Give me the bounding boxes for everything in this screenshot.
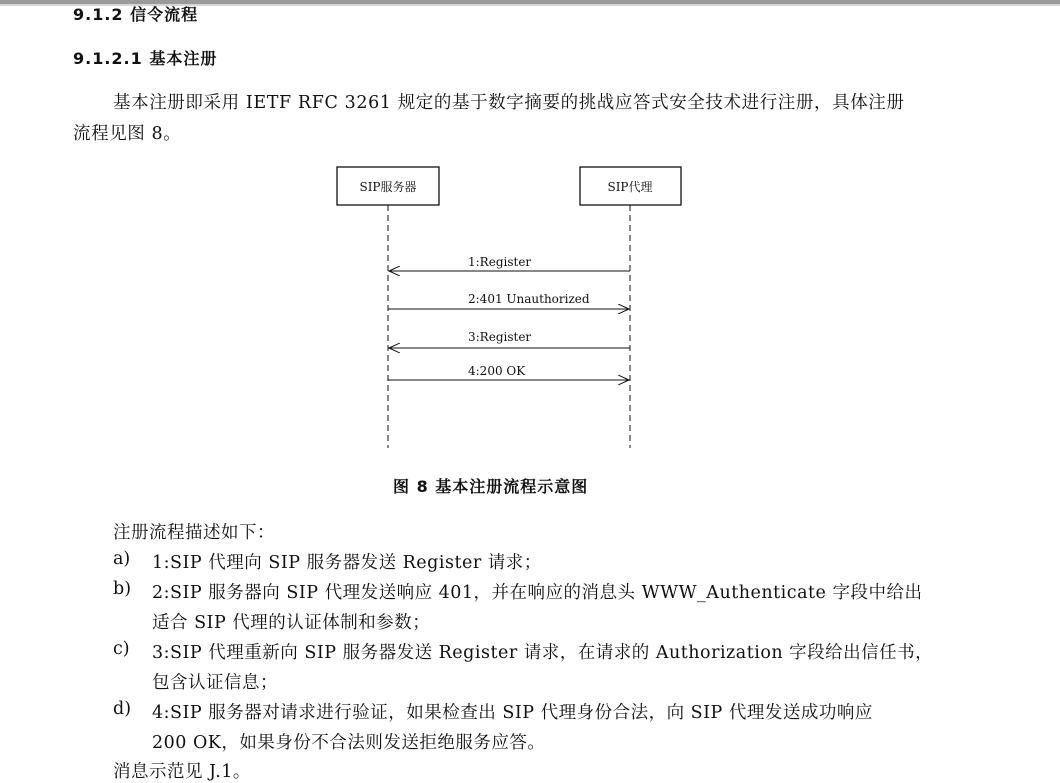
list-item-a-line-1: 1:SIP 代理向 SIP 服务器发送 Register 请求； (152, 553, 542, 573)
intro-paragraph-line-1: 基本注册即采用 IETF RFC 3261 规定的基于数字摘要的挑战应答式安全技术进行注册，具体注册 (113, 93, 905, 113)
list-item-marker-c: c) (113, 639, 130, 659)
list-item-c-line-1: 3:SIP 代理重新向 SIP 服务器发送 Register 请求，在请求的 Authorization 字段给出信任书， (152, 643, 934, 663)
section-heading: 9.1.2 信令流程 (73, 5, 199, 24)
agent-participant-label: SIP代理 (607, 180, 653, 194)
message-label-1: 1:Register (468, 255, 532, 269)
list-item-c-line-2: 包含认证信息； (152, 673, 278, 693)
list-item-b-line-2: 适合 SIP 代理的认证体制和参数； (152, 613, 431, 633)
list-item-d-line-1: 4:SIP 服务器对请求进行验证，如果检查出 SIP 代理身份合法，向 SIP 代理发送成功响应 (152, 703, 873, 723)
description-footer: 消息示范见 J.1。 (113, 762, 251, 782)
subsection-heading: 9.1.2.1 基本注册 (73, 49, 218, 68)
server-participant-label: SIP服务器 (359, 180, 417, 194)
message-label-4: 4:200 OK (468, 364, 526, 378)
list-item-d-line-2: 200 OK，如果身份不合法则发送拒绝服务应答。 (152, 733, 546, 753)
figure-caption: 图 8 基本注册流程示意图 (393, 477, 589, 496)
list-item-marker-a: a) (113, 549, 131, 569)
list-item-marker-b: b) (113, 579, 132, 599)
list-item-marker-d: d) (113, 699, 132, 719)
intro-paragraph-line-2: 流程见图 8。 (73, 124, 182, 144)
description-intro: 注册流程描述如下： (113, 523, 275, 543)
message-label-2: 2:401 Unauthorized (468, 292, 590, 306)
message-label-3: 3:Register (468, 330, 532, 344)
list-item-b-line-1: 2:SIP 服务器向 SIP 代理发送响应 401，并在响应的消息头 WWW_Authenticate 字段中给出 (152, 583, 923, 603)
